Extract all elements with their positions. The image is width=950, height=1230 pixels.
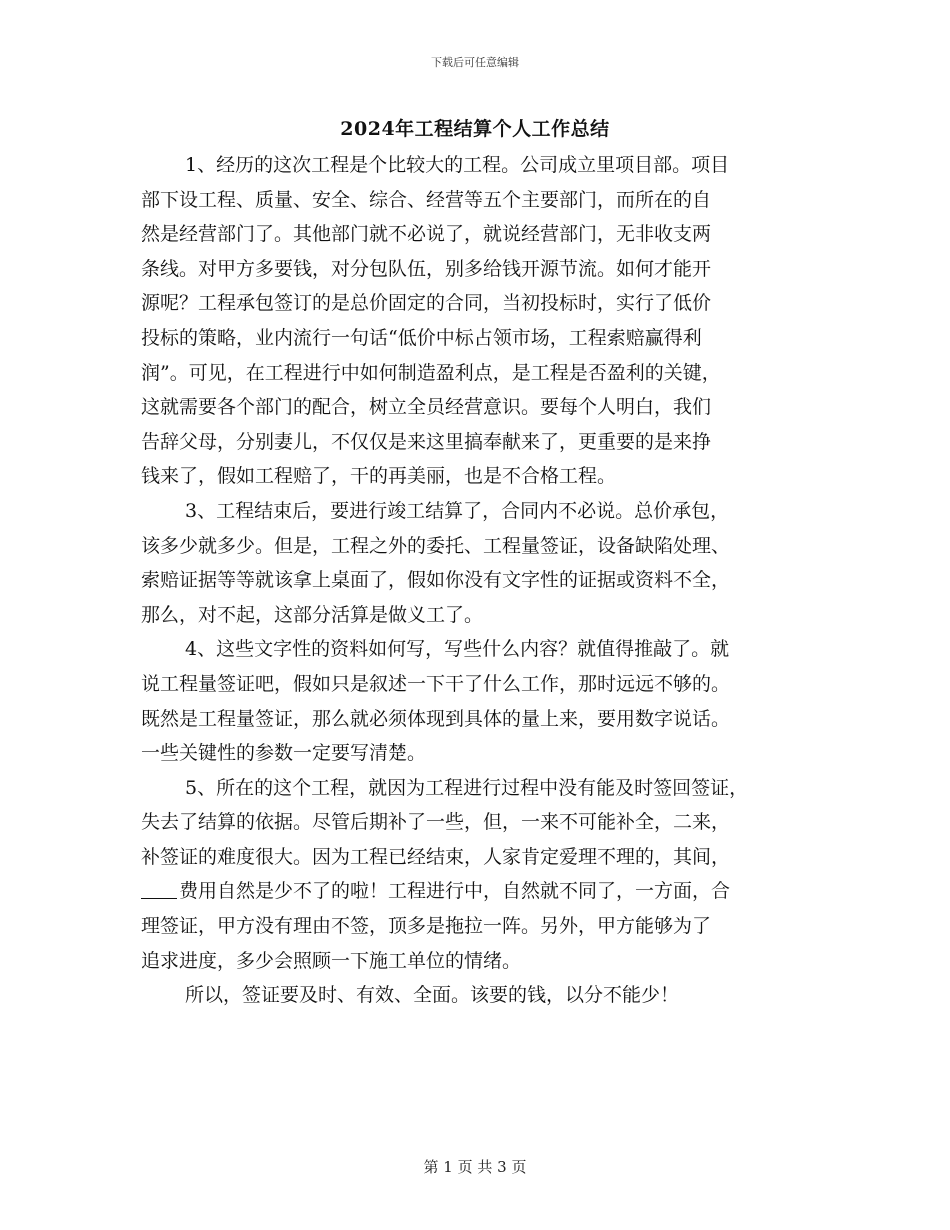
text-line: 1、经历的这次工程是个比较大的工程。公司成立里项目部。项目 [185,154,730,176]
header-note: 下载后可任意编辑 [431,56,519,69]
text-line: 3、工程结束后，要进行竣工结算了，合同内不必说。总价承包， [185,499,730,522]
text-line: 投标的策略，业内流行一句话“低价中标占领市场，工程索赔赢得利 [141,326,702,349]
text-line: 既然是工程量签证，那么就必须体现到具体的量上来，要用数字说话。 [141,707,731,730]
paragraph-5 [141,771,821,979]
text-line: 5、所在的这个工程，就因为工程进行过程中没有能及时签回签证， [185,776,749,799]
text-line: 一些关键性的参数一定要写清楚。 [141,742,427,765]
text-line: 告辞父母，分别妻儿，不仅仅是来这里搞奉献来了，更重要的是来挣 [141,430,712,453]
paragraph-4 [141,632,821,770]
paragraph-3 [141,494,821,632]
text-line: 补签证的难度很大。因为工程已经结束，人家肯定爱理不理的，其间， [141,845,731,868]
text-line: 钱来了，假如工程赔了，干的再美丽，也是不合格工程。 [141,465,617,488]
text-line: 索赔证据等等就该拿上桌面了，假如你没有文字性的证据或资料不全， [141,569,731,592]
text-line: 该多少就多少。但是，工程之外的委托、工程量签证，设备缺陷处理、 [141,534,731,557]
text-line: 那么，对不起，这部分活算是做义工了。 [141,603,484,626]
text-line: 条线。对甲方多要钱，对分包队伍，别多给钱开源节流。如何才能开 [141,257,712,280]
text-line: 润”。可见，在工程进行中如何制造盈利点，是工程是否盈利的关键， [141,361,721,384]
text-line: 这就需要各个部门的配合，树立全员经营意识。要每个人明白，我们 [141,396,712,419]
text-line: 理签证，甲方没有理由不签，顶多是拖拉一阵。另外，甲方能够为了 [141,915,712,938]
page-number: 第 1 页 共 3 页 [423,1158,527,1176]
text-line: 所以，签证要及时、有效、全面。该要的钱，以分不能少！ [185,984,680,1007]
text-line: 然是经营部门了。其他部门就不必说了，就说经营部门，无非收支两 [141,223,712,246]
fill-in-blank [141,879,177,899]
document-title: 2024年工程结算个人工作总结 [340,118,610,140]
paragraph-1 [141,148,821,494]
paragraph-conclusion [141,978,821,1013]
text-line: 4、这些文字性的资料如何写，写些什么内容？就值得推敲了。就 [185,638,730,661]
text-line: 费用自然是少不了的啦！工程进行中，自然就不同了，一方面，合 [179,880,731,903]
text-line: 源呢？工程承包签订的是总价固定的合同，当初投标时，实行了低价 [141,292,712,315]
text-line-with-blank [141,874,821,909]
text-line: 说工程量签证吧，假如只是叙述一下干了什么工作，那时远远不够的。 [141,672,731,695]
text-line: 追求进度，多少会照顾一下施工单位的情绪。 [141,949,522,972]
text-line: 失去了结算的依据。尽管后期补了一些，但，一来不可能补全，二来， [141,811,731,834]
document-body [141,148,821,1013]
text-line: 部下设工程、质量、安全、综合、经营等五个主要部门，而所在的自 [141,188,712,211]
